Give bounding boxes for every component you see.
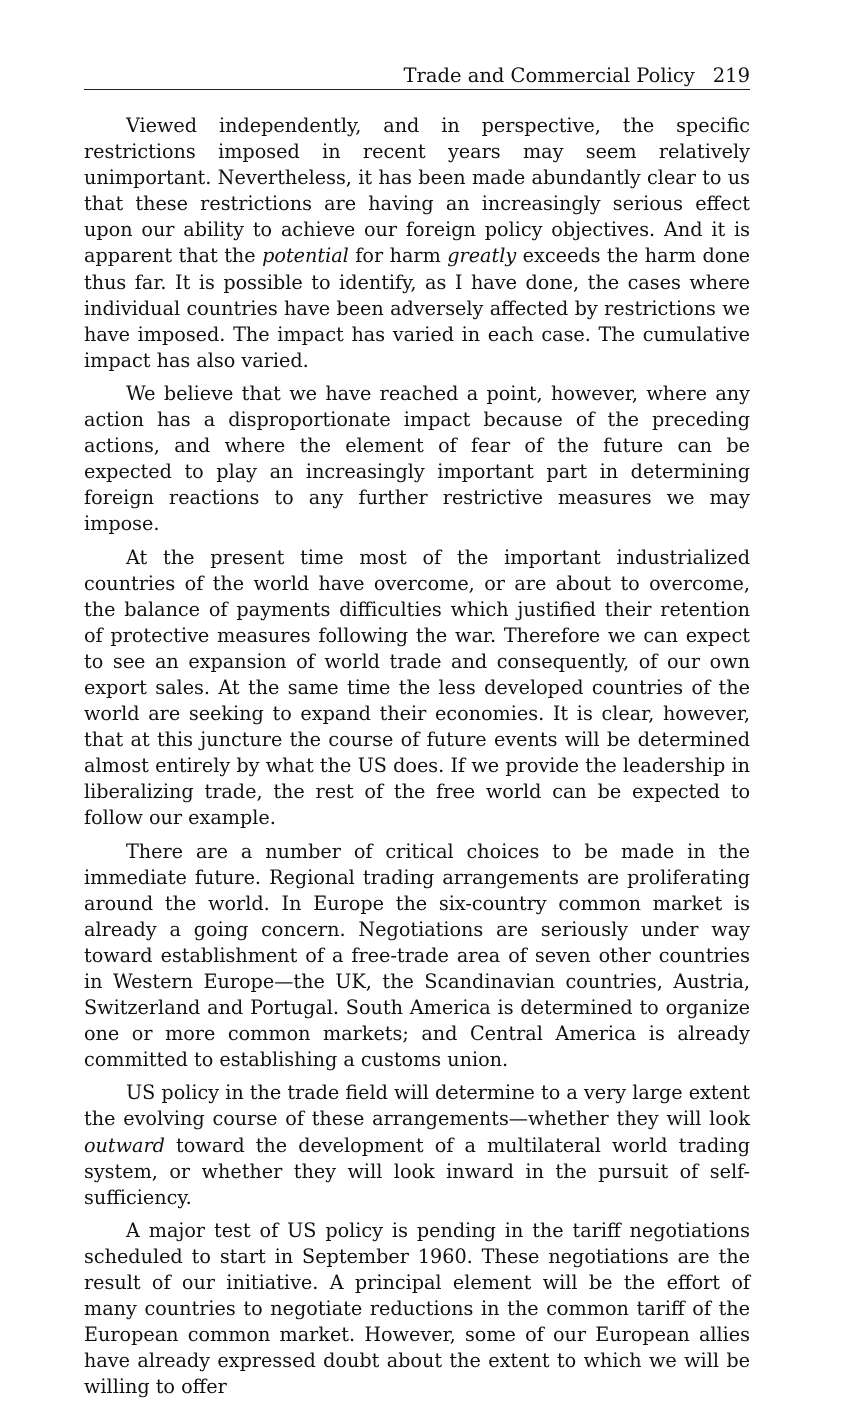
emphasis-potential: potential [262, 244, 349, 268]
emphasis-outward: outward [84, 1133, 165, 1157]
paragraph-6: A major test of US policy is pending in the tariff negotiations scheduled to start in September 1960. These negotiations are the result of our initiative. A principal element will be the effort of many countries to negotiate reductions in the common tariff of the European common market. However, some of our European allies have already expressed doubt about the extent to which we will be willing to offer [84, 1218, 750, 1399]
body-text [84, 113, 750, 1408]
paragraph-5: US policy in the trade field will determine to a very large extent the evolving course of these arrangements—whether they will look outward toward the development of a multilateral world trading system, or whether they will look inward in the pursuit of self-sufficiency. [84, 1081, 751, 1209]
paragraph-3: At the present time most of the important industrialized countries of the world have overcome, or are about to overcome, the balance of payments difficulties which justified their retention of protective measures following the war. Therefore we can expect to see an expansion of world trade and consequently, of our own export sales. At the same time the less developed countries of the world are seeking to expand their economies. It is clear, however, that at this juncture the course of future events will be determined almost entirely by what the US does. If we provide the leadership in liberalizing trade, the rest of the free world can be expected to follow our example. [84, 545, 750, 830]
running-title: Trade and Commercial Policy [403, 64, 695, 87]
emphasis-greatly: greatly [447, 244, 517, 268]
page-number: 219 [712, 64, 750, 87]
paragraph-1: Viewed independently, and in perspective, the specific restrictions imposed in recent years may seem relatively unimportant. Nevertheless, it has been made abundantly clear to us that these restrictions are having an increasingly serious effect upon our ability to achieve our foreign policy objectives. And it is apparent that the potential for harm greatly exceeds the harm done thus far. It is possible to identify, as I have done, the cases where individual countries have been adversely affected by restrictions we have imposed. The impact has varied in each case. The cumulative impact has also varied. [84, 114, 750, 372]
paragraph-4: There are a number of critical choices to be made in the immediate future. Regional trading arrangements are proliferating around the world. In Europe the six-country common market is already a going concern. Negotiations are seriously under way toward establishment of a free-trade area of seven other countries in Western Europe—the UK, the Scandinavian countries, Austria, Switzerland and Portugal. South America is determined to organize one or more common markets; and Central America is already committed to establishing a customs union. [84, 839, 750, 1072]
running-header [84, 60, 750, 90]
paragraph-2: We believe that we have reached a point, however, where any action has a disproportionate impact because of the preceding actions, and where the element of fear of the future can be expected to play an increasingly important part in determining foreign reactions to any further restrictive measures we may impose. [84, 381, 750, 536]
